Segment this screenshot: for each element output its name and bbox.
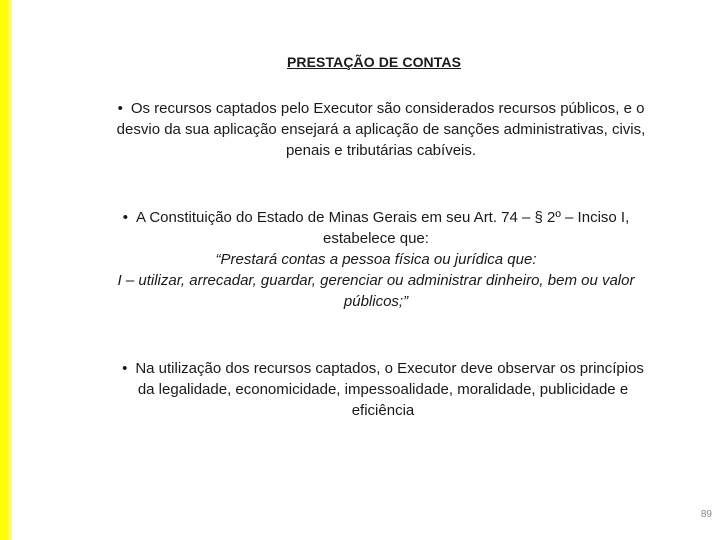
yellow-accent-bar: [0, 0, 12, 540]
bullet-icon: •: [117, 100, 123, 117]
bullet-recursos-publicos: [96, 98, 666, 161]
bullet-constituicao: [96, 207, 656, 312]
bullet-icon: •: [122, 360, 128, 377]
quote-line-1: “Prestará contas a pessoa física ou jurídica que:: [215, 251, 537, 268]
page-number: 89: [700, 509, 712, 520]
quote-line-2: I – utilizar, arrecadar, guardar, gerenciar ou administrar dinheiro, bem ou valor públicos;”: [117, 272, 635, 310]
slide-title: PRESTAÇÃO DE CONTAS: [286, 54, 462, 70]
bullet-text-2: A Constituição do Estado de Minas Gerais em seu Art. 74 – § 2º – Inciso I, estabelece que:: [136, 209, 630, 247]
bullet-text-3: Na utilização dos recursos captados, o Executor deve observar os princípios da legalidade, economicidade, impessoalidade, moralidade, publicidade e eficiência: [135, 360, 644, 419]
bullet-principios: [118, 358, 648, 421]
bullet-icon: •: [122, 209, 128, 226]
bullet-text-1: Os recursos captados pelo Executor são considerados recursos públicos, e o desvio da sua aplicação ensejará a aplicação de sanções administrativas, civis, penais e tributárias cabíveis.: [116, 100, 646, 159]
